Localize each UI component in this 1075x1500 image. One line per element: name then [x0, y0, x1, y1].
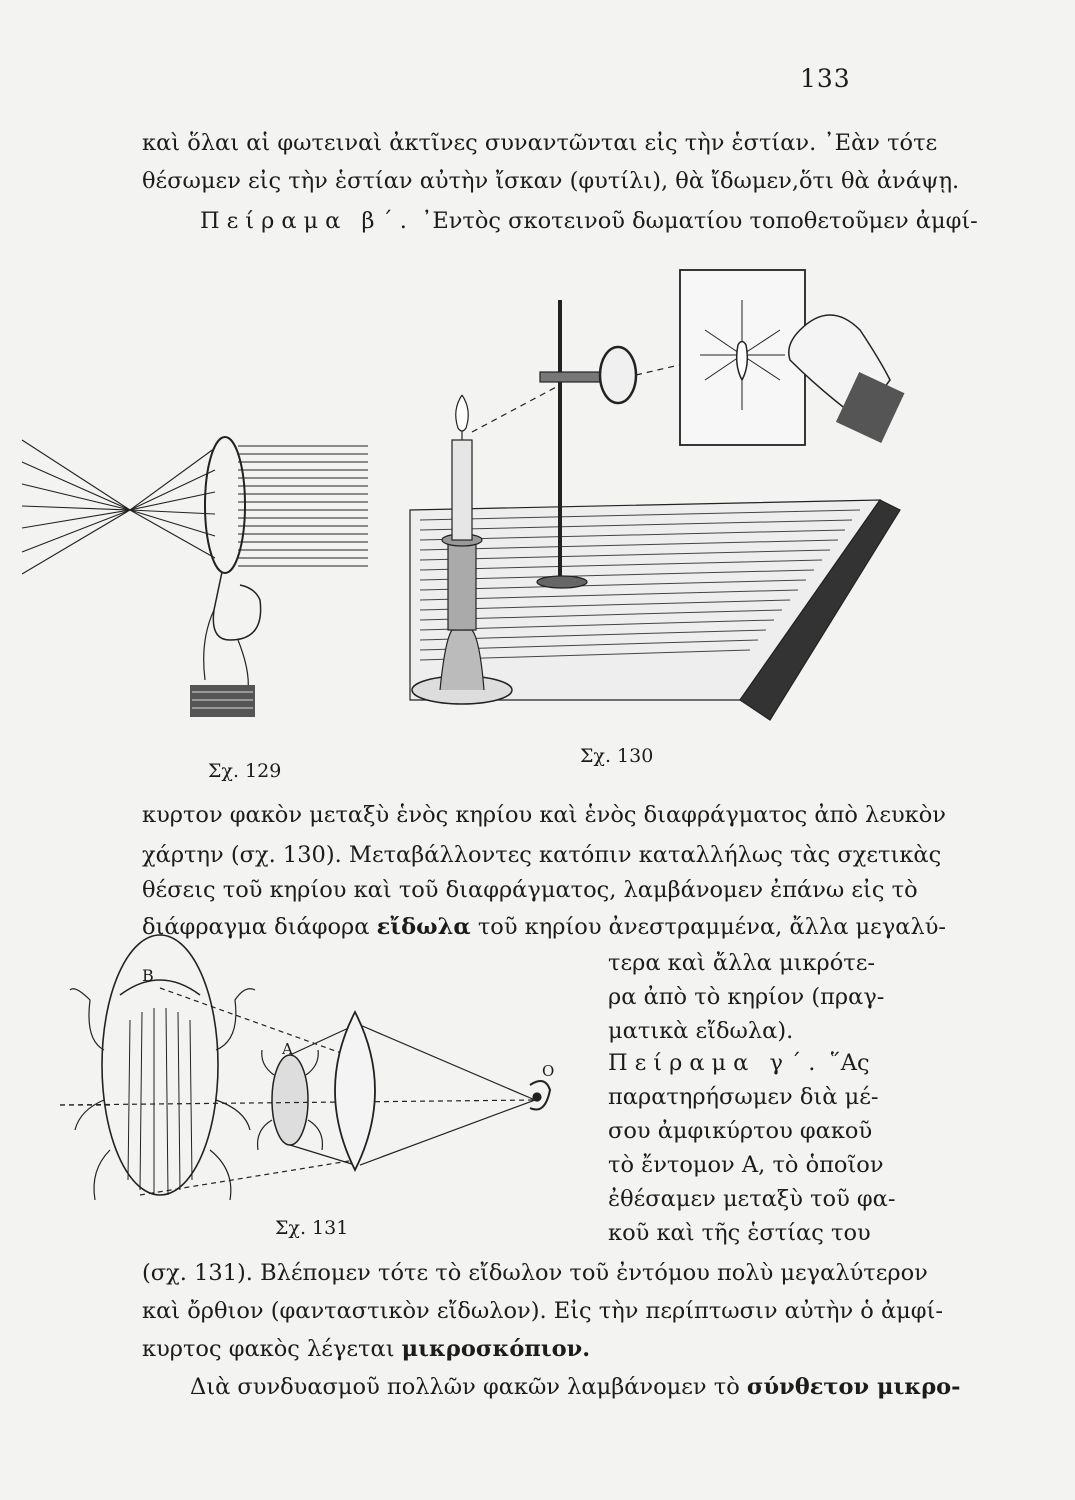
experiment-b-label: Πείραμα β΄.: [200, 208, 414, 234]
experiment-c-line5: ἐθέσαμεν μεταξὺ τοῦ φα-: [608, 1186, 896, 1212]
experiment-c-line4: τὸ ἔντομον Α, τὸ ὁποῖον: [608, 1152, 884, 1178]
page-number: 133: [800, 64, 851, 93]
experiment-c-line6: κοῦ καὶ τῆς ἑστίας του: [608, 1220, 871, 1246]
figure-130-caption: Σχ. 130: [580, 745, 654, 767]
para3-line3: [142, 1334, 590, 1364]
para2-line4-post: τοῦ κηρίου ἀνεστραμμένα, ἄλλα μεγαλύ-: [477, 914, 947, 940]
para2-line2: χάρτην (σχ. 130). Μεταβάλλοντες κατόπιν καταλλήλως τὰς σχετικὰς: [142, 842, 942, 868]
experiment-c-line1: [608, 1048, 870, 1078]
experiment-c-label: Πείραμα γ΄.: [608, 1050, 823, 1076]
para1-line1: καὶ ὅλαι αἱ φωτειναὶ ἀκτῖνες συναντῶνται εἰς τὴν ἑστίαν. ᾿Εὰν τότε: [142, 130, 938, 156]
para2-line6: ρα ἀπὸ τὸ κηρίον (πραγ-: [608, 984, 885, 1010]
figure-131-label-b: Β: [142, 966, 154, 985]
figure-129-caption: Σχ. 129: [208, 760, 282, 782]
figure-131-label-o: Ο: [542, 1062, 555, 1080]
para2-line5: τερα καὶ ἄλλα μικρότε-: [608, 950, 875, 976]
para2-line1: κυρτον φακὸν μεταξὺ ἑνὸς κηρίου καὶ ἑνὸς διαφράγματος ἀπὸ λευκὸν: [142, 802, 946, 828]
para3-line4-pre: Διὰ συνδυασμοῦ πολλῶν φακῶν λαμβάνομεν τὸ: [190, 1374, 740, 1400]
para3-line1: (σχ. 131). Βλέπομεν τότε τὸ εἴδωλον τοῦ ἐντόμου πολὺ μεγαλύτερον: [142, 1260, 928, 1286]
experiment-c-text1: ῞Ας: [829, 1050, 870, 1076]
para2-line4-pre: διάφραγμα διάφορα: [142, 914, 370, 940]
experiment-c-line3: σου ἀμφικύρτου φακοῦ: [608, 1118, 873, 1144]
term-mikroskopion: μικροσκόπιον.: [401, 1336, 591, 1362]
para3-line3-pre: κυρτος φακὸς λέγεται: [142, 1336, 395, 1362]
experiment-b-text: ᾿Εντὸς σκοτεινοῦ δωματίου τοποθετοῦμεν ἀμφί-: [421, 208, 978, 234]
para3-line2: καὶ ὄρθιον (φανταστικὸν εἴδωλον). Εἰς τὴν περίπτωσιν αὐτὴν ὁ ἀμφί-: [142, 1298, 943, 1324]
experiment-c-line2: παρατηρήσωμεν διὰ μέ-: [608, 1084, 879, 1110]
term-syntheton-mikroskopion: σύνθετον μικρο-: [746, 1374, 961, 1400]
para2-term-eidola: εἴδωλα: [376, 914, 471, 940]
para2-line3: θέσεις τοῦ κηρίου καὶ τοῦ διαφράγματος, λαμβάνομεν ἐπάνω εἰς τὸ: [142, 877, 918, 903]
para3-line4: [190, 1372, 961, 1402]
figure-131-caption: Σχ. 131: [275, 1217, 349, 1239]
para1-line2: θέσωμεν εἰς τὴν ἑστίαν αὐτὴν ἴσκαν (φυτίλι), θὰ ἴδωμεν,ὅτι θὰ ἀνάψῃ.: [142, 168, 960, 194]
para2-line7: ματικὰ εἴδωλα).: [608, 1018, 794, 1044]
figure-131-label-a: Α: [282, 1040, 293, 1058]
